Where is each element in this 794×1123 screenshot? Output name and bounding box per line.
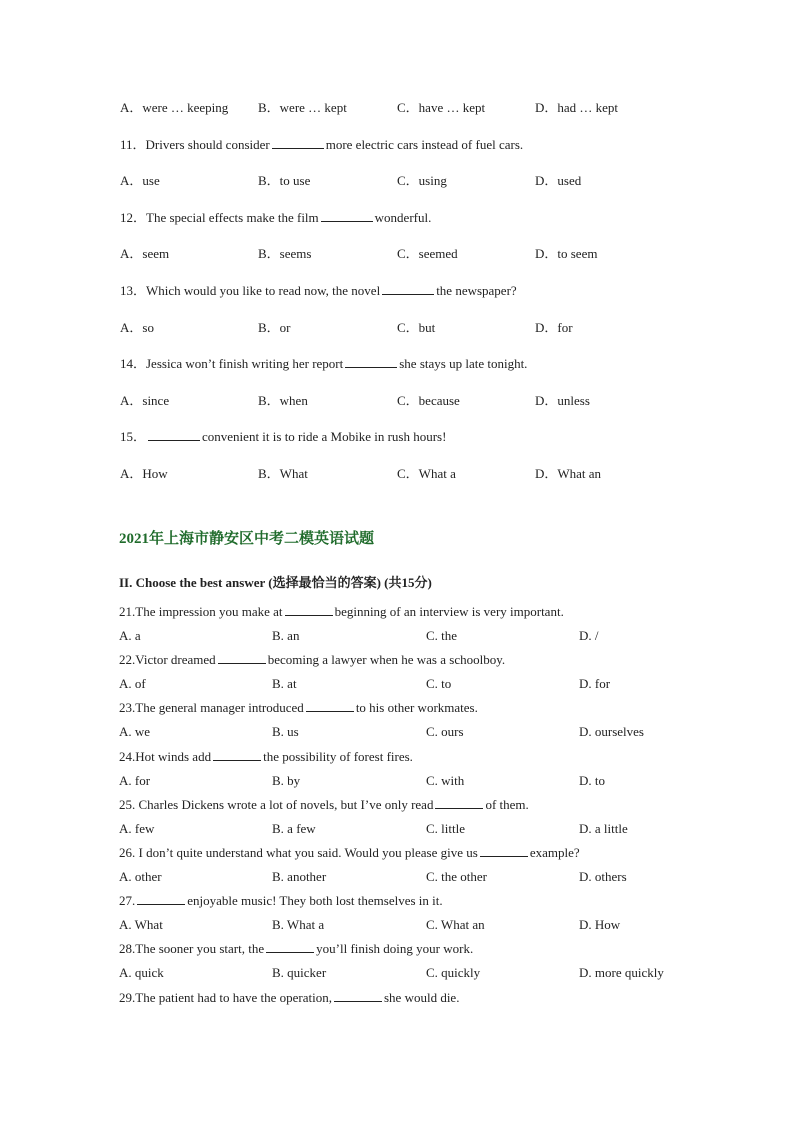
question-prefix: 22.Victor dreamed xyxy=(119,652,216,668)
question-text xyxy=(120,355,680,373)
answer-options xyxy=(120,465,680,483)
question-suffix: the possibility of forest fires. xyxy=(263,748,413,764)
answer-option: C. little xyxy=(426,820,465,836)
answer-option: C. the other xyxy=(426,869,488,885)
question-text xyxy=(120,209,680,227)
answer-blank xyxy=(148,429,200,441)
answer-option: D. for xyxy=(579,676,611,692)
question-suffix: convenient it is to ride a Mobike in rush hours! xyxy=(202,429,447,445)
answer-blank xyxy=(218,652,266,664)
answer-options xyxy=(119,675,719,693)
answer-options xyxy=(119,916,719,934)
answer-option: D. / xyxy=(579,628,599,644)
answer-option: D．What an xyxy=(535,465,602,481)
answer-blank xyxy=(285,604,333,616)
answer-option: D．had … kept xyxy=(535,100,619,115)
answer-option: A．seem xyxy=(120,246,170,262)
question-text xyxy=(120,428,680,446)
question-suffix: she would die. xyxy=(383,989,460,1005)
answer-option: B．were … kept xyxy=(258,100,347,115)
answer-option: D. others xyxy=(579,869,627,885)
answer-options xyxy=(120,319,680,337)
answer-options xyxy=(120,99,680,117)
question-prefix: 15． xyxy=(120,429,147,445)
answer-option: A. of xyxy=(119,676,146,692)
answer-options xyxy=(119,820,719,838)
question-prefix: 14．Jessica won’t finish writing her report xyxy=(120,356,344,372)
question-suffix: becoming a lawyer when he was a schoolboy. xyxy=(267,652,506,668)
answer-option: C．but xyxy=(397,319,436,335)
answer-option: D．used xyxy=(535,173,582,189)
answer-option: B．to use xyxy=(258,173,311,189)
answer-blank xyxy=(306,700,354,712)
answer-option: D．for xyxy=(535,319,573,335)
question-text xyxy=(119,892,719,910)
answer-option: D. How xyxy=(579,917,621,933)
question-prefix: 25. Charles Dickens wrote a lot of novels, but I’ve only read xyxy=(119,796,434,812)
question-text xyxy=(120,136,680,154)
answer-option: B. another xyxy=(272,869,327,885)
question-prefix: 11．Drivers should consider xyxy=(120,136,270,152)
answer-option: C．have … kept xyxy=(397,100,486,115)
answer-option: C．What a xyxy=(397,465,456,481)
answer-option: D．unless xyxy=(535,392,590,408)
answer-option: B. quicker xyxy=(272,965,327,981)
answer-blank xyxy=(382,283,434,295)
answer-blank xyxy=(321,210,373,222)
question-prefix: 28.The sooner you start, the xyxy=(119,941,265,957)
answer-option: B. an xyxy=(272,628,300,644)
question-text xyxy=(120,282,680,300)
answer-blank xyxy=(213,749,261,761)
answer-options xyxy=(119,772,719,790)
question-block-1 xyxy=(120,99,680,502)
answer-option: A. we xyxy=(119,724,151,740)
answer-option: B．seems xyxy=(258,246,312,262)
question-prefix: 23.The general manager introduced xyxy=(119,700,304,716)
answer-option: A. few xyxy=(119,820,155,836)
answer-option: B. us xyxy=(272,724,299,740)
answer-options xyxy=(119,627,719,645)
question-suffix: you’ll finish doing your work. xyxy=(316,941,474,957)
answer-option: A. What xyxy=(119,917,163,933)
answer-option: B. What a xyxy=(272,917,325,933)
answer-option: D. ourselves xyxy=(579,724,644,740)
answer-option: C. the xyxy=(426,628,458,644)
answer-option: A. quick xyxy=(119,965,164,981)
question-text xyxy=(119,603,719,621)
question-prefix: 24.Hot winds add xyxy=(119,748,212,764)
answer-blank xyxy=(266,941,314,953)
answer-option: D. more quickly xyxy=(579,965,664,981)
question-text xyxy=(119,940,719,958)
answer-option: C．using xyxy=(397,173,447,189)
answer-option: B．when xyxy=(258,392,308,408)
answer-blank xyxy=(345,356,397,368)
question-text xyxy=(119,796,719,814)
question-text xyxy=(119,699,719,717)
answer-options xyxy=(119,723,719,741)
section-heading: 2021年上海市静安区中考二模英语试题 xyxy=(119,531,375,547)
question-prefix: 12．The special effects make the film xyxy=(120,209,319,225)
answer-option: B. at xyxy=(272,676,297,692)
answer-blank xyxy=(272,137,324,149)
answer-option: C. What an xyxy=(426,917,485,933)
question-prefix: 27. xyxy=(119,893,136,909)
question-suffix: of them. xyxy=(485,796,529,812)
answer-option: B. a few xyxy=(272,820,316,836)
answer-option: C. to xyxy=(426,676,452,692)
question-prefix: 21.The impression you make at xyxy=(119,604,283,619)
section-subheading: II. Choose the best answer (选择最恰当的答案) (共15分) xyxy=(119,575,432,590)
answer-option: C．because xyxy=(397,392,460,408)
answer-options xyxy=(120,172,680,190)
question-suffix: beginning of an interview is very important. xyxy=(334,604,564,619)
answer-option: A．were … keeping xyxy=(120,100,229,115)
question-text xyxy=(119,989,719,1007)
answer-option: D. a little xyxy=(579,820,628,836)
answer-option: A．use xyxy=(120,173,160,189)
answer-option: C. quickly xyxy=(426,965,481,981)
question-suffix: example? xyxy=(529,844,580,860)
answer-option: C. ours xyxy=(426,724,464,740)
answer-option: D. to xyxy=(579,772,605,788)
answer-blank xyxy=(435,797,483,809)
answer-blank xyxy=(480,845,528,857)
answer-option: B．or xyxy=(258,319,291,335)
question-block-2 xyxy=(119,603,719,1013)
answer-options xyxy=(119,964,719,982)
answer-options xyxy=(119,868,719,886)
answer-options xyxy=(120,392,680,410)
question-prefix: 26. I don’t quite understand what you said. Would you please give us xyxy=(119,844,478,860)
answer-option: A．since xyxy=(120,392,170,408)
question-text xyxy=(119,748,719,766)
question-prefix: 29.The patient had to have the operation, xyxy=(119,989,332,1005)
question-prefix: 13．Which would you like to read now, the novel xyxy=(120,282,381,298)
question-suffix: more electric cars instead of fuel cars. xyxy=(325,136,524,152)
question-text xyxy=(119,651,719,669)
question-suffix: she stays up late tonight. xyxy=(399,356,528,372)
answer-blank xyxy=(334,990,382,1002)
question-suffix: enjoyable music! They both lost themselves in it. xyxy=(187,893,443,909)
question-suffix: to his other workmates. xyxy=(355,700,478,716)
answer-option: B. by xyxy=(272,772,301,788)
answer-option: A. other xyxy=(119,869,162,885)
question-suffix: wonderful. xyxy=(374,209,432,225)
answer-option: A. for xyxy=(119,772,151,788)
answer-option: D．to seem xyxy=(535,246,598,262)
answer-option: A．so xyxy=(120,319,154,335)
answer-option: B．What xyxy=(258,465,308,481)
answer-option: A. a xyxy=(119,628,141,644)
answer-option: C．seemed xyxy=(397,246,458,262)
answer-blank xyxy=(137,893,185,905)
answer-option: A．How xyxy=(120,465,168,481)
question-text xyxy=(119,844,719,862)
question-suffix: the newspaper? xyxy=(436,282,517,298)
answer-options xyxy=(120,245,680,263)
answer-option: C. with xyxy=(426,772,465,788)
